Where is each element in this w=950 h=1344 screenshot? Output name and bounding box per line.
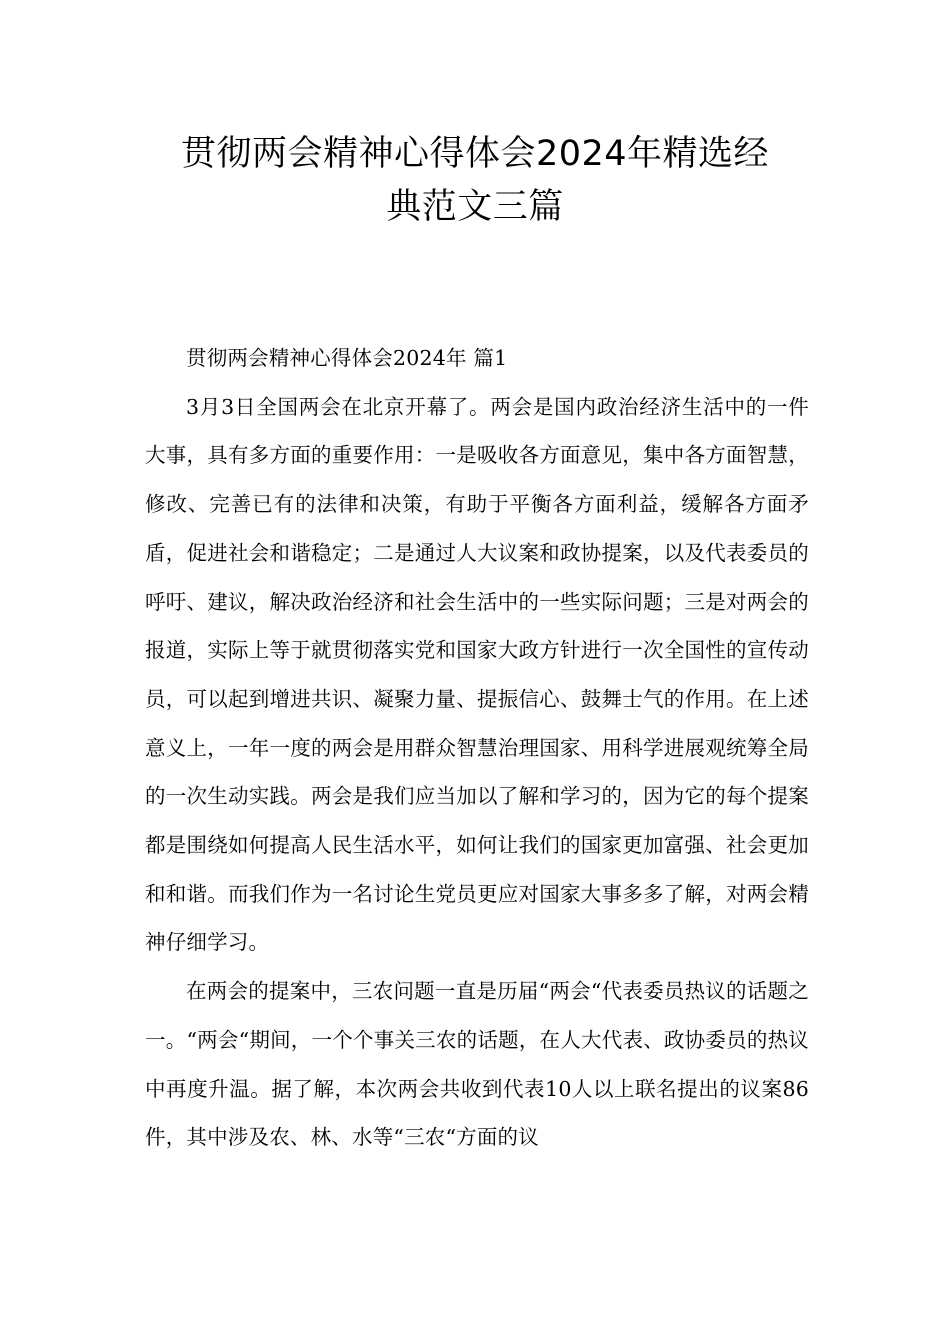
- document-title: [145, 128, 805, 234]
- title-line-1: 贯彻两会精神心得体会2024年精选经: [180, 134, 770, 174]
- paragraph-2: 在两会的提案中，三农问题一直是历届“两会“代表委员热议的话题之一。“两会“期间，一个个事关三农的话题，在人大代表、政协委员的热议中再度升温。据了解，本次两会共收到代表10人以上联名提出的议案86件，其中涉及农、林、水等“三农“方面的议: [145, 979, 809, 1150]
- document-body: [145, 334, 809, 1162]
- section-heading: 贯彻两会精神心得体会2024年 篇1: [186, 346, 508, 370]
- title-line-2: 典范文三篇: [386, 187, 564, 227]
- paragraph-1: 3月3日全国两会在北京开幕了。两会是国内政治经济生活中的一件大事，具有多方面的重要作用：一是吸收各方面意见，集中各方面智慧，修改、完善已有的法律和决策，有助于平衡各方面利益，缓解各方面矛盾，促进社会和谐稳定；二是通过人大议案和政协提案，以及代表委员的呼吁、建议，解决政治经济和社会生活中的一些实际问题；三是对两会的报道，实际上等于就贯彻落实党和国家大政方针进行一次全国性的宣传动员，可以起到增进共识、凝聚力量、提振信心、鼓舞士气的作用。在上述意义上，一年一度的两会是用群众智慧治理国家、用科学进展观统筹全局的一次生动实践。两会是我们应当加以了解和学习的，因为它的每个提案都是围绕如何提高人民生活水平，如何让我们的国家更加富强、社会更加和和谐。而我们作为一名讨论生党员更应对国家大事多多了解，对两会精神仔细学习。: [145, 394, 809, 955]
